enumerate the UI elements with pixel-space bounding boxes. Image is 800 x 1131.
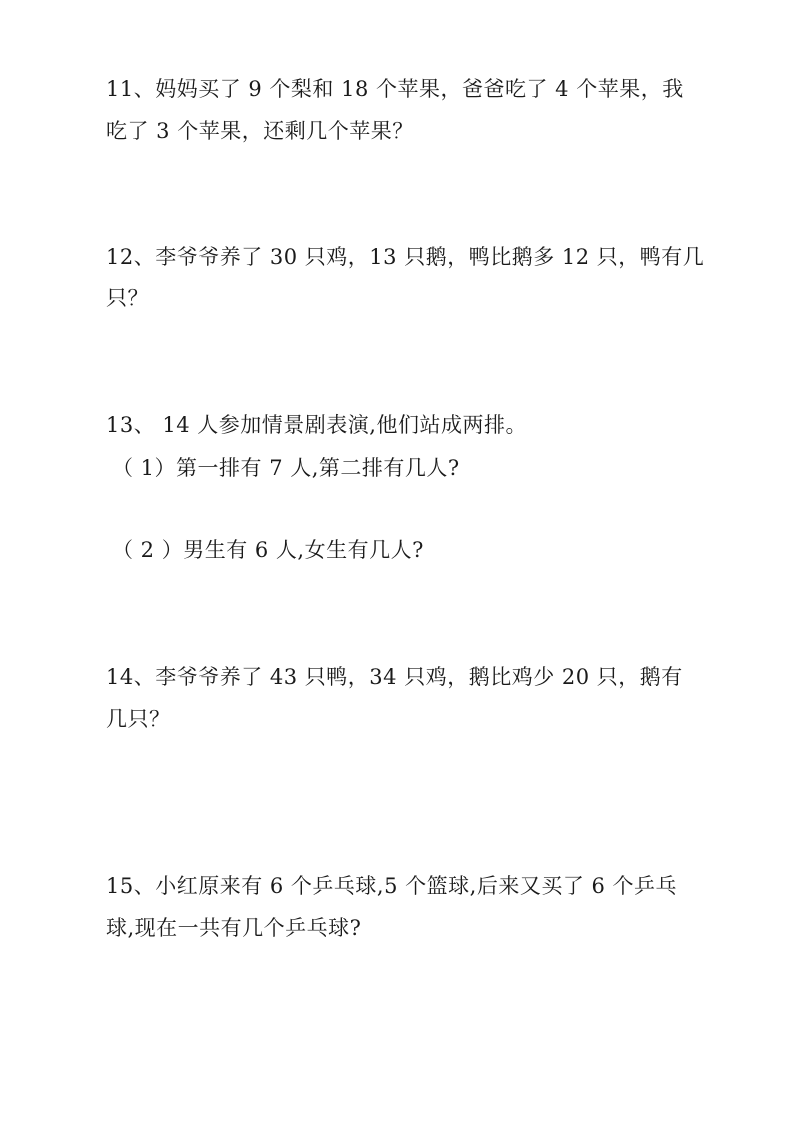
question-13-sub-1: （ 1）第一排有 7 人,第二排有几人?	[112, 456, 460, 480]
question-11-line-1: 11、妈妈买了 9 个梨和 18 个苹果，爸爸吃了 4 个苹果，我	[106, 77, 684, 101]
question-15-line-1: 15、小红原来有 6 个乒乓球,5 个篮球,后来又买了 6 个乒乓	[106, 874, 678, 898]
question-11-line-2: 吃了 3 个苹果，还剩几个苹果？	[106, 119, 414, 143]
question-14-line-1: 14、李爷爷养了 43 只鸭，34 只鸡，鹅比鸡少 20 只，鹅有	[106, 665, 683, 689]
question-12-line-1: 12、李爷爷养了 30 只鸡，13 只鹅，鸭比鹅多 12 只，鸭有几	[106, 245, 705, 269]
question-12-line-2: 只？	[106, 286, 149, 310]
question-13-sub-2: （ 2 ）男生有 6 人,女生有几人?	[112, 538, 424, 562]
question-14-line-2: 几只？	[106, 707, 171, 731]
question-15-line-2: 球,现在一共有几个乒乓球?	[106, 916, 362, 940]
question-13-line-1: 13、 14 人参加情景剧表演,他们站成两排。	[106, 413, 527, 437]
